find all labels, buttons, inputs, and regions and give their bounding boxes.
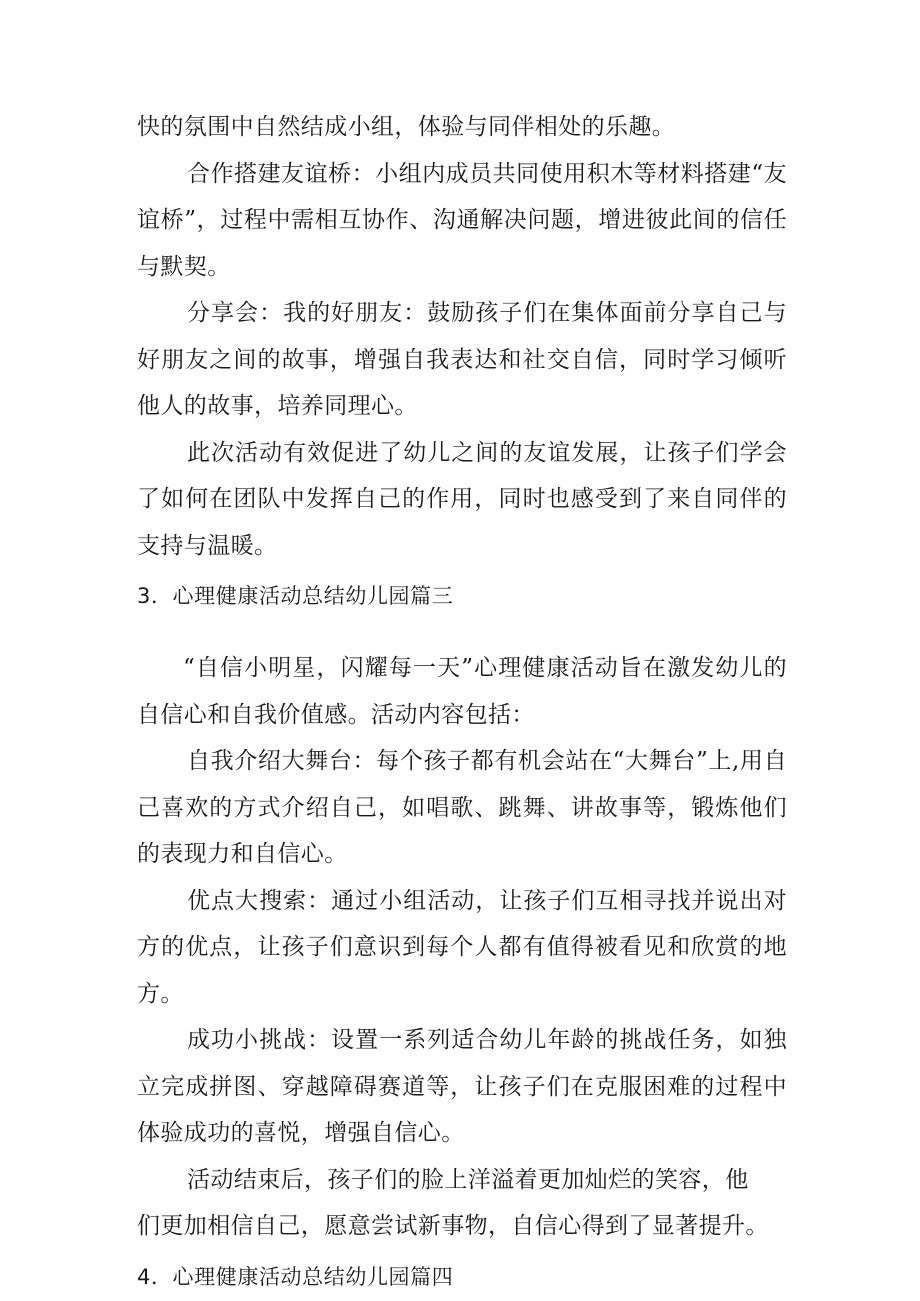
paragraph-strengths-search: 优点大搜索：通过小组活动，让孩子们互相寻找并说出对方的优点，让孩子们意识到每个人都有值得被看见和欣赏的地方。 — [137, 887, 787, 1007]
paragraph-confidence-intro: “自信小明星，闪耀每一天”心理健康活动旨在激发幼儿的自信心和自我价值感。活动内容包括： — [137, 655, 787, 728]
paragraph-continuation: 快的氛围中自然结成小组，体验与同伴相处的乐趣。 — [137, 114, 676, 140]
section-heading-4: 4．心理健康活动总结幼儿园篇四 — [137, 1264, 454, 1289]
paragraph-success-challenge: 成功小挑战：设置一系列适合幼儿年龄的挑战任务，如独立完成拼图、穿越障碍赛道等，让孩子们在克服困难的过程中体验成功的喜悦，增强自信心。 — [137, 1027, 787, 1146]
section-heading-3: 3．心理健康活动总结幼儿园篇三 — [137, 584, 454, 608]
paragraph-result-line-1: 活动结束后，孩子们的脸上洋溢着更加灿烂的笑容，他 — [187, 1166, 749, 1193]
document-page — [137, 104, 787, 1300]
paragraph-friendship-bridge: 合作搭建友谊桥：小组内成员共同使用积木等材料搭建“友谊桥”，过程中需相互协作、沟通解决问题，增进彼此间的信任与默契。 — [137, 160, 787, 280]
paragraph-self-intro-stage: 自我介绍大舞台：每个孩子都有机会站在“大舞台”上,用自己喜欢的方式介绍自己，如唱歌、跳舞、讲故事等，锻炼他们的表现力和自信心。 — [137, 748, 787, 867]
paragraph-activity-summary: 此次活动有效促进了幼儿之间的友谊发展，让孩子们学会了如何在团队中发挥自己的作用，同时也感受到了来自同伴的支持与温暖。 — [137, 439, 787, 559]
paragraph-result-line-2: 们更加相信自己，愿意尝试新事物，自信心得到了显著提升。 — [137, 1213, 769, 1239]
spacer — [137, 619, 787, 645]
paragraph-sharing-session: 分享会：我的好朋友：鼓励孩子们在集体面前分享自己与好朋友之间的故事，增强自我表达和社交自信，同时学习倾听他人的故事，培养同理心。 — [137, 300, 787, 419]
